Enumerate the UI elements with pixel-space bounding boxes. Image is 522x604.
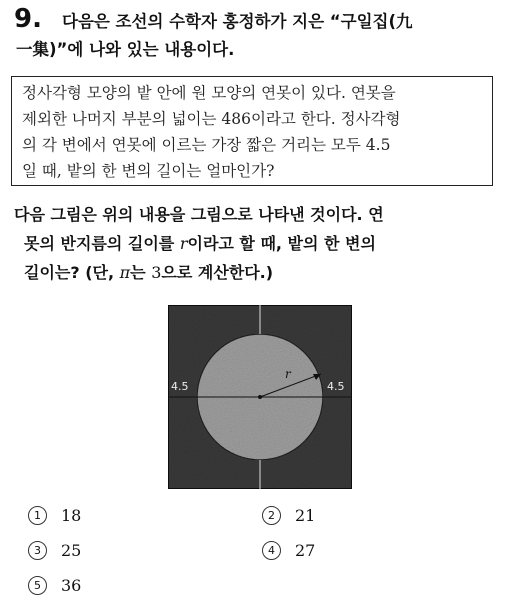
field-pond-figure	[167, 304, 353, 490]
choice-3[interactable]	[28, 541, 81, 560]
prompt-line3: 길이는? (단, π는 3으로 계산한다.)	[24, 263, 274, 282]
radius-label: r	[285, 367, 291, 381]
passage-line: 정사각형 모양의 밭 안에 원 모양의 연못이 있다. 연못을	[22, 84, 396, 102]
passage-line: 일 때, 밭의 한 변의 길이는 얼마인가?	[22, 162, 275, 180]
choice-mark: 4	[262, 541, 281, 560]
choice-mark: 5	[28, 576, 47, 595]
question-prompt	[14, 200, 504, 287]
choice-5[interactable]	[28, 576, 81, 595]
choice-4[interactable]	[262, 541, 315, 560]
figure-svg	[167, 304, 353, 490]
pi-value: 3	[151, 263, 162, 282]
question-header-line1: 다음은 조선의 수학자 홍정하가 지은 “구일집(九	[62, 12, 413, 31]
passage-box	[11, 76, 493, 186]
center-dot	[258, 395, 262, 399]
choice-mark: 1	[28, 506, 47, 525]
question-number: 9.	[14, 4, 42, 34]
choice-1[interactable]	[28, 506, 81, 525]
left-distance-label: 4.5	[171, 380, 189, 393]
radius-symbol: r	[179, 234, 188, 253]
prompt-line1: 다음 그림은 위의 내용을 그림으로 나타낸 것이다. 연	[14, 205, 384, 224]
prompt-line2: 못의 반지름의 길이를 r이라고 할 때, 밭의 한 변의	[24, 234, 376, 253]
question-header-line2: 一集)”에 나와 있는 내용이다.	[16, 40, 235, 59]
choice-value: 21	[295, 506, 316, 525]
choice-value: 36	[61, 576, 82, 595]
choice-value: 18	[61, 506, 82, 525]
choice-mark: 2	[262, 506, 281, 525]
pi-symbol: π	[119, 263, 131, 282]
question-header	[16, 8, 512, 64]
choice-value: 27	[295, 541, 316, 560]
choice-mark: 3	[28, 541, 47, 560]
right-distance-label: 4.5	[327, 380, 345, 393]
passage-line: 의 각 변에서 연못에 이르는 가장 짧은 거리는 모두 4.5	[22, 136, 391, 154]
choice-value: 25	[61, 541, 82, 560]
passage-line: 제외한 나머지 부분의 넓이는 486이라고 한다. 정사각형	[22, 110, 401, 128]
choice-2[interactable]	[262, 506, 315, 525]
